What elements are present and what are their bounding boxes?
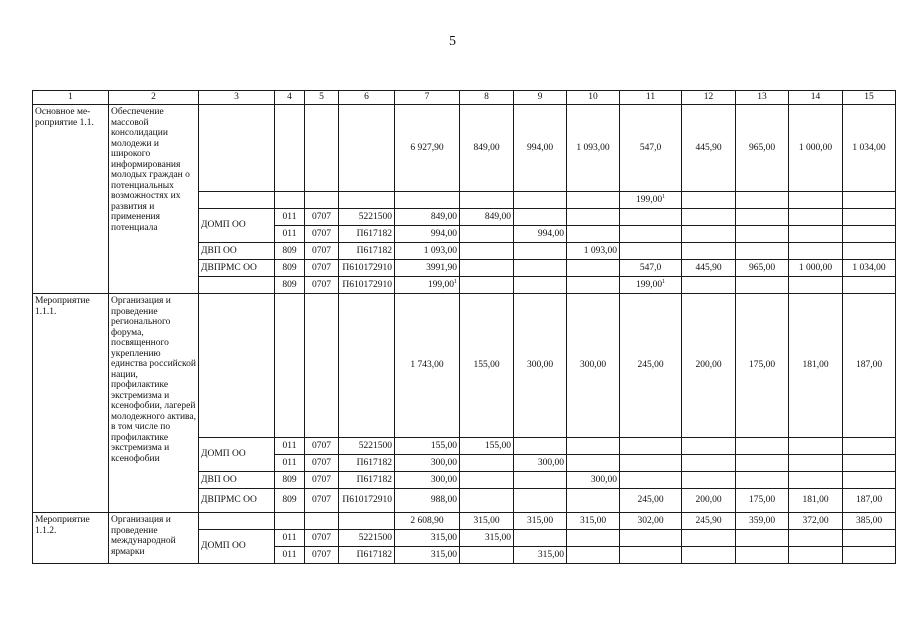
cell: 445,90 [682, 260, 736, 277]
cell: 155,00 [395, 438, 460, 455]
total-cell: 372,00 [789, 513, 843, 530]
header-cell: 11 [620, 91, 682, 105]
header-cell: 5 [305, 91, 339, 105]
source-label: ДВПРМС ОО [199, 489, 275, 513]
cell: 0707 [305, 455, 339, 472]
section-description: Обеспечение массовой консолидации молодежи и широкого информирования молодых граждан о потенциальных возможностях их развития и применения потенциала [109, 105, 199, 294]
cell: 315,00 [395, 547, 460, 564]
total-cell: 245,00 [620, 294, 682, 438]
budget-table [32, 90, 896, 564]
cell: 0707 [305, 226, 339, 243]
cell: П617182 [339, 243, 395, 260]
header-cell: 12 [682, 91, 736, 105]
cell: 199,00 [427, 279, 454, 290]
cell: П617182 [339, 226, 395, 243]
total-cell: 300,00 [514, 294, 567, 438]
cell: 011 [275, 209, 305, 226]
total-cell: 200,00 [682, 294, 736, 438]
table-row [33, 513, 896, 530]
cell: 011 [275, 438, 305, 455]
cell: 300,00 [567, 472, 620, 489]
total-cell: 315,00 [460, 513, 514, 530]
cell: 0707 [305, 547, 339, 564]
cell: 199,00 [635, 279, 663, 290]
source-label: ДВПРМС ОО [199, 260, 275, 277]
header-row [33, 91, 896, 105]
cell: 994,00 [395, 226, 460, 243]
total-cell: 175,00 [736, 294, 789, 438]
source-label: ДВП ОО [199, 472, 275, 489]
cell: 200,00 [682, 489, 736, 513]
cell: П610172910 [339, 277, 395, 294]
total-cell: 359,00 [736, 513, 789, 530]
total-cell: 1 093,00 [567, 105, 620, 192]
total-cell: 315,00 [514, 513, 567, 530]
total-cell: 300,00 [567, 294, 620, 438]
cell: П610172910 [339, 260, 395, 277]
cell: 849,00 [395, 209, 460, 226]
footnote-mark: 1 [662, 278, 666, 285]
total-cell: 155,00 [460, 294, 514, 438]
total-cell: 315,00 [567, 513, 620, 530]
cell: 0707 [305, 489, 339, 513]
cell: 849,00 [460, 209, 514, 226]
header-cell: 4 [275, 91, 305, 105]
cell: 1 034,00 [843, 260, 896, 277]
cell: П617182 [339, 547, 395, 564]
header-cell: 7 [395, 91, 460, 105]
cell: 0707 [305, 277, 339, 294]
cell: 181,00 [789, 489, 843, 513]
cell: 187,00 [843, 489, 896, 513]
header-cell: 9 [514, 91, 567, 105]
cell: П610172910 [339, 489, 395, 513]
header-cell: 13 [736, 91, 789, 105]
total-cell: 199,00 [635, 194, 663, 205]
cell: 155,00 [460, 438, 514, 455]
total-cell: 302,00 [620, 513, 682, 530]
total-cell: 445,90 [682, 105, 736, 192]
cell: 1 000,00 [789, 260, 843, 277]
source-label: ДОМП ОО [199, 438, 275, 472]
total-cell: 245,90 [682, 513, 736, 530]
cell: 988,00 [395, 489, 460, 513]
header-cell: 14 [789, 91, 843, 105]
total-cell: 181,00 [789, 294, 843, 438]
header-cell: 8 [460, 91, 514, 105]
header-cell: 2 [109, 91, 199, 105]
total-cell: 994,00 [514, 105, 567, 192]
cell: 175,00 [736, 489, 789, 513]
cell: 0707 [305, 438, 339, 455]
source-label: ДОМП ОО [199, 209, 275, 243]
total-cell: 1 000,00 [789, 105, 843, 192]
source-label: ДВП ОО [199, 243, 275, 260]
cell: 3991,90 [395, 260, 460, 277]
page-number: 5 [449, 34, 456, 49]
cell: 315,00 [460, 530, 514, 547]
total-cell: 187,00 [843, 294, 896, 438]
cell: П617182 [339, 455, 395, 472]
cell: 011 [275, 530, 305, 547]
cell: 994,00 [514, 226, 567, 243]
cell: 315,00 [395, 530, 460, 547]
cell: 300,00 [395, 472, 460, 489]
cell: 965,00 [736, 260, 789, 277]
cell: 0707 [305, 243, 339, 260]
cell: 0707 [305, 472, 339, 489]
total-cell: 1 743,00 [395, 294, 460, 438]
section-name: Мероприятие 1.1.2. [33, 513, 109, 564]
cell: 0707 [305, 530, 339, 547]
cell: 1 093,00 [567, 243, 620, 260]
table-row [33, 294, 896, 438]
section-name: Мероприятие 1.1.1. [33, 294, 109, 513]
cell: П617182 [339, 472, 395, 489]
cell: 809 [275, 489, 305, 513]
cell: 5221500 [339, 438, 395, 455]
cell: 0707 [305, 260, 339, 277]
cell: 300,00 [395, 455, 460, 472]
section-name: Основное ме-роприятие 1.1. [33, 105, 109, 294]
total-cell: 547,0 [620, 105, 682, 192]
total-cell: 6 927,90 [395, 105, 460, 192]
cell: 809 [275, 472, 305, 489]
cell: 0707 [305, 209, 339, 226]
cell: 245,00 [620, 489, 682, 513]
total-cell: 849,00 [460, 105, 514, 192]
header-cell: 6 [339, 91, 395, 105]
cell: 5221500 [339, 209, 395, 226]
total-cell: 1 034,00 [843, 105, 896, 192]
footnote-mark: 1 [662, 193, 666, 200]
section-description: Организация и проведение международной ярмарки [109, 513, 199, 564]
source-label: ДОМП ОО [199, 530, 275, 564]
cell: 315,00 [514, 547, 567, 564]
cell: 809 [275, 260, 305, 277]
footnote-mark: 1 [454, 278, 457, 285]
section-description: Организация и проведение регионального форума, посвященного укреплению единства российской нации, профилактике экстремизма и ксенофобии, лагерей молодежного актива, в том числе по профилактике экстремизма и ксенофобии [109, 294, 199, 513]
total-cell: 965,00 [736, 105, 789, 192]
total-cell: 385,00 [843, 513, 896, 530]
table-row [33, 105, 896, 192]
header-cell: 1 [33, 91, 109, 105]
cell: 809 [275, 277, 305, 294]
cell: 547,0 [620, 260, 682, 277]
header-cell: 10 [567, 91, 620, 105]
cell: 1 093,00 [395, 243, 460, 260]
header-cell: 15 [843, 91, 896, 105]
cell: 011 [275, 547, 305, 564]
total-cell: 2 608,90 [395, 513, 460, 530]
cell: 011 [275, 226, 305, 243]
cell: 5221500 [339, 530, 395, 547]
cell: 011 [275, 455, 305, 472]
cell: 300,00 [514, 455, 567, 472]
cell: 809 [275, 243, 305, 260]
header-cell: 3 [199, 91, 275, 105]
